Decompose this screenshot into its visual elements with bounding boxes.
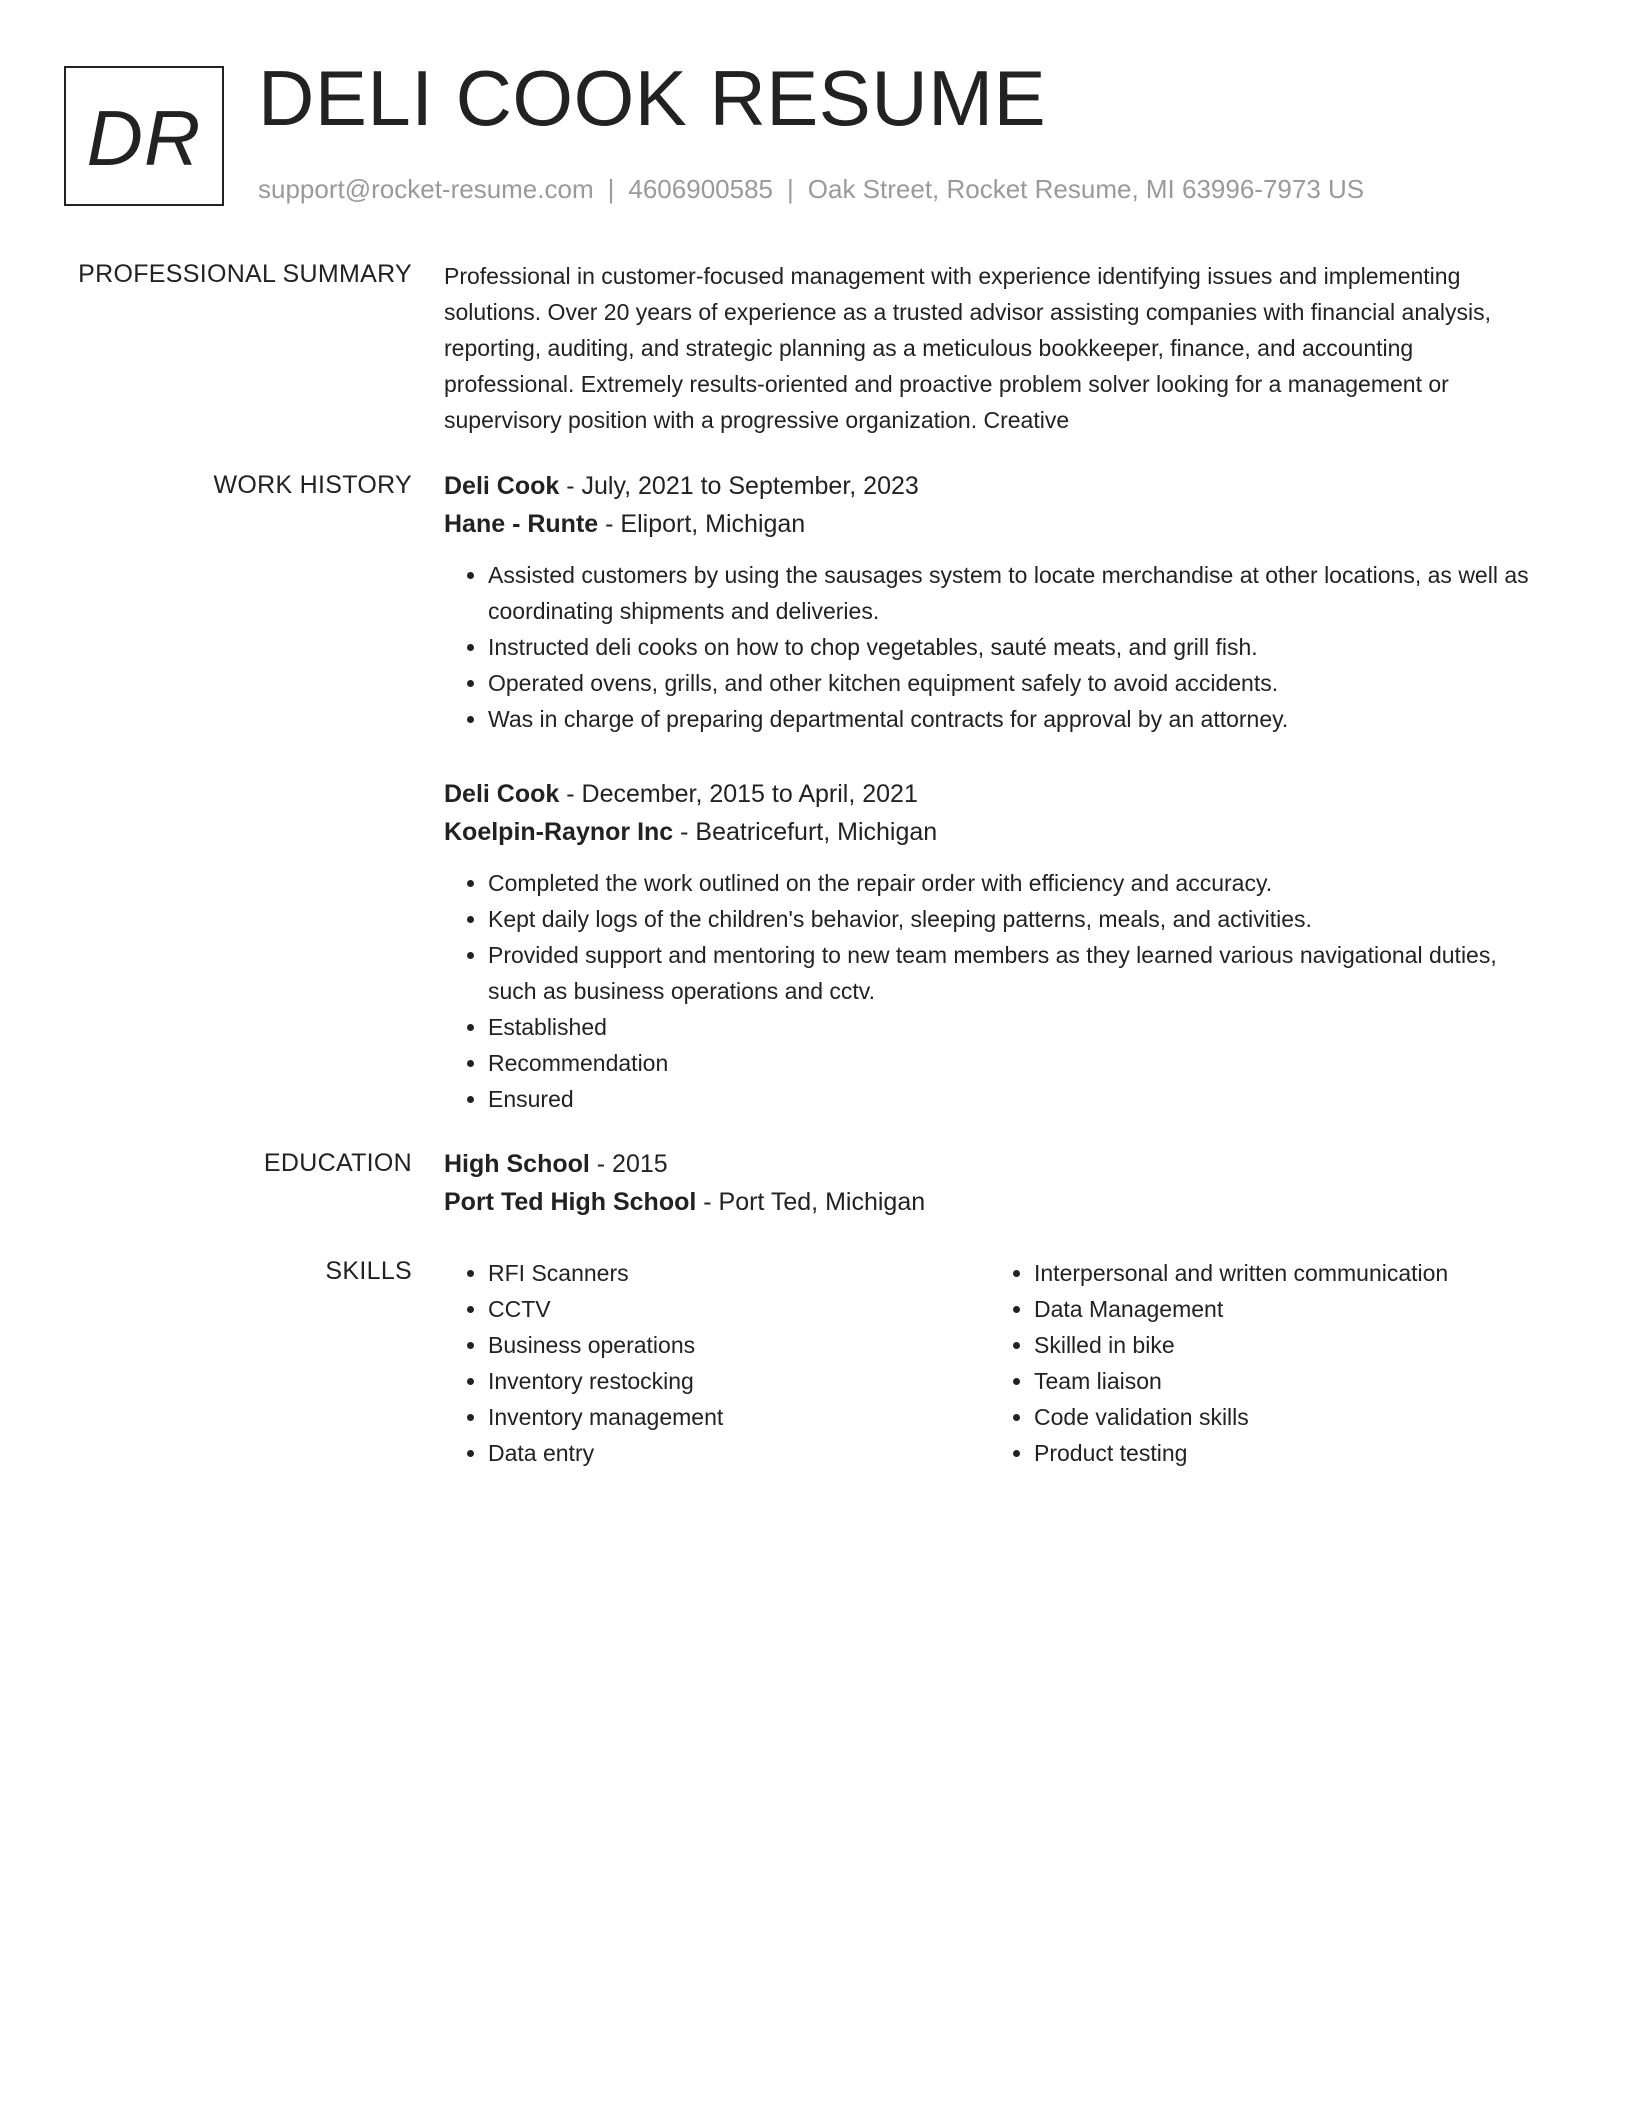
work-history-label: WORK HISTORY xyxy=(213,471,412,499)
skills-column-right xyxy=(990,1255,1536,1471)
job-bullet: • Provided support and mentoring to new team members as they learned various navigational duties, such as business operations and cctv. xyxy=(488,937,1544,1009)
skills-list-right xyxy=(990,1255,1536,1471)
job-entry xyxy=(444,467,1544,737)
skill-item: • CCTV xyxy=(488,1291,990,1327)
job-title: Deli Cook xyxy=(444,472,560,500)
job-bullet: • Recommendation xyxy=(488,1045,1544,1081)
skill-item: • Inventory restocking xyxy=(488,1363,990,1399)
resume-title: DELI COOK RESUME xyxy=(258,54,1047,142)
job-company-line xyxy=(444,505,1544,543)
monogram-initials: DR xyxy=(86,94,202,182)
education-location: - Port Ted, Michigan xyxy=(696,1188,926,1216)
job-location: - Eliport, Michigan xyxy=(598,510,806,538)
education-school: Port Ted High School xyxy=(444,1188,697,1216)
skills-column-left xyxy=(444,1255,990,1471)
summary-text: Professional in customer-focused management with experience identifying issues and implementing solutions. Over 20 years of experience as a trusted advisor assisting companies with financial analysis, reporting, auditing, and strategic planning as a meticulous bookkeeper, finance, and accounting professional. Extremely results-oriented and proactive problem solver looking for a management or supervisory position with a progressive organization. Creative xyxy=(444,263,1492,433)
skill-item: • RFI Scanners xyxy=(488,1255,990,1291)
education-label: EDUCATION xyxy=(263,1149,412,1177)
skill-item: • Product testing xyxy=(1034,1435,1536,1471)
contact-phone: 4606900585 xyxy=(628,174,773,204)
contact-email: support@rocket-resume.com xyxy=(258,174,594,204)
summary-body xyxy=(444,258,1544,438)
job-bullets xyxy=(444,865,1544,1117)
contact-separator: | xyxy=(787,174,794,204)
skills-label: SKILLS xyxy=(325,1257,412,1285)
job-dates: - December, 2015 to April, 2021 xyxy=(559,780,918,808)
job-title-line xyxy=(444,775,1544,813)
contact-address: Oak Street, Rocket Resume, MI 63996-7973 US xyxy=(807,174,1365,204)
skill-item: • Code validation skills xyxy=(1034,1399,1536,1435)
education-school-line xyxy=(444,1183,1544,1221)
job-bullet: • Kept daily logs of the children's behavior, sleeping patterns, meals, and activities. xyxy=(488,901,1544,937)
job-bullets xyxy=(444,557,1544,737)
monogram-box xyxy=(64,66,224,206)
education-degree-line xyxy=(444,1145,1544,1183)
skill-item: • Business operations xyxy=(488,1327,990,1363)
job-company: Hane - Runte xyxy=(444,510,599,538)
job-location: - Beatricefurt, Michigan xyxy=(673,818,938,846)
job-company-line xyxy=(444,813,1544,851)
job-bullet: • Operated ovens, grills, and other kitchen equipment safely to avoid accidents. xyxy=(488,665,1544,701)
job-title-line xyxy=(444,467,1544,505)
education-year: - 2015 xyxy=(589,1150,668,1178)
skill-item: • Interpersonal and written communication xyxy=(1034,1255,1536,1291)
job-bullet: • Instructed deli cooks on how to chop vegetables, sauté meats, and grill fish. xyxy=(488,629,1544,665)
job-title: Deli Cook xyxy=(444,780,560,808)
job-bullet: • Assisted customers by using the sausages system to locate merchandise at other locations, as well as coordinating shipments and deliveries. xyxy=(488,557,1544,629)
skill-item: • Skilled in bike xyxy=(1034,1327,1536,1363)
contact-line xyxy=(258,174,1364,205)
work-history-body xyxy=(444,467,1544,1155)
job-bullet: • Established xyxy=(488,1009,1544,1045)
job-company: Koelpin-Raynor Inc xyxy=(444,818,674,846)
skills-columns xyxy=(444,1255,1544,1471)
education-degree: High School xyxy=(444,1150,590,1178)
job-bullet: • Ensured xyxy=(488,1081,1544,1117)
job-bullet: • Completed the work outlined on the repair order with efficiency and accuracy. xyxy=(488,865,1544,901)
contact-separator: | xyxy=(607,174,615,204)
education-body xyxy=(444,1145,1544,1221)
skill-item: • Data entry xyxy=(488,1435,990,1471)
skill-item: • Inventory management xyxy=(488,1399,990,1435)
skill-item: • Data Management xyxy=(1034,1291,1536,1327)
job-entry xyxy=(444,775,1544,1117)
job-dates: - July, 2021 to September, 2023 xyxy=(559,472,919,500)
summary-label: PROFESSIONAL SUMMARY xyxy=(78,260,412,288)
skills-body xyxy=(444,1255,1544,1471)
skills-list-left xyxy=(444,1255,990,1471)
skill-item: • Team liaison xyxy=(1034,1363,1536,1399)
job-bullet: • Was in charge of preparing departmental contracts for approval by an attorney. xyxy=(488,701,1544,737)
